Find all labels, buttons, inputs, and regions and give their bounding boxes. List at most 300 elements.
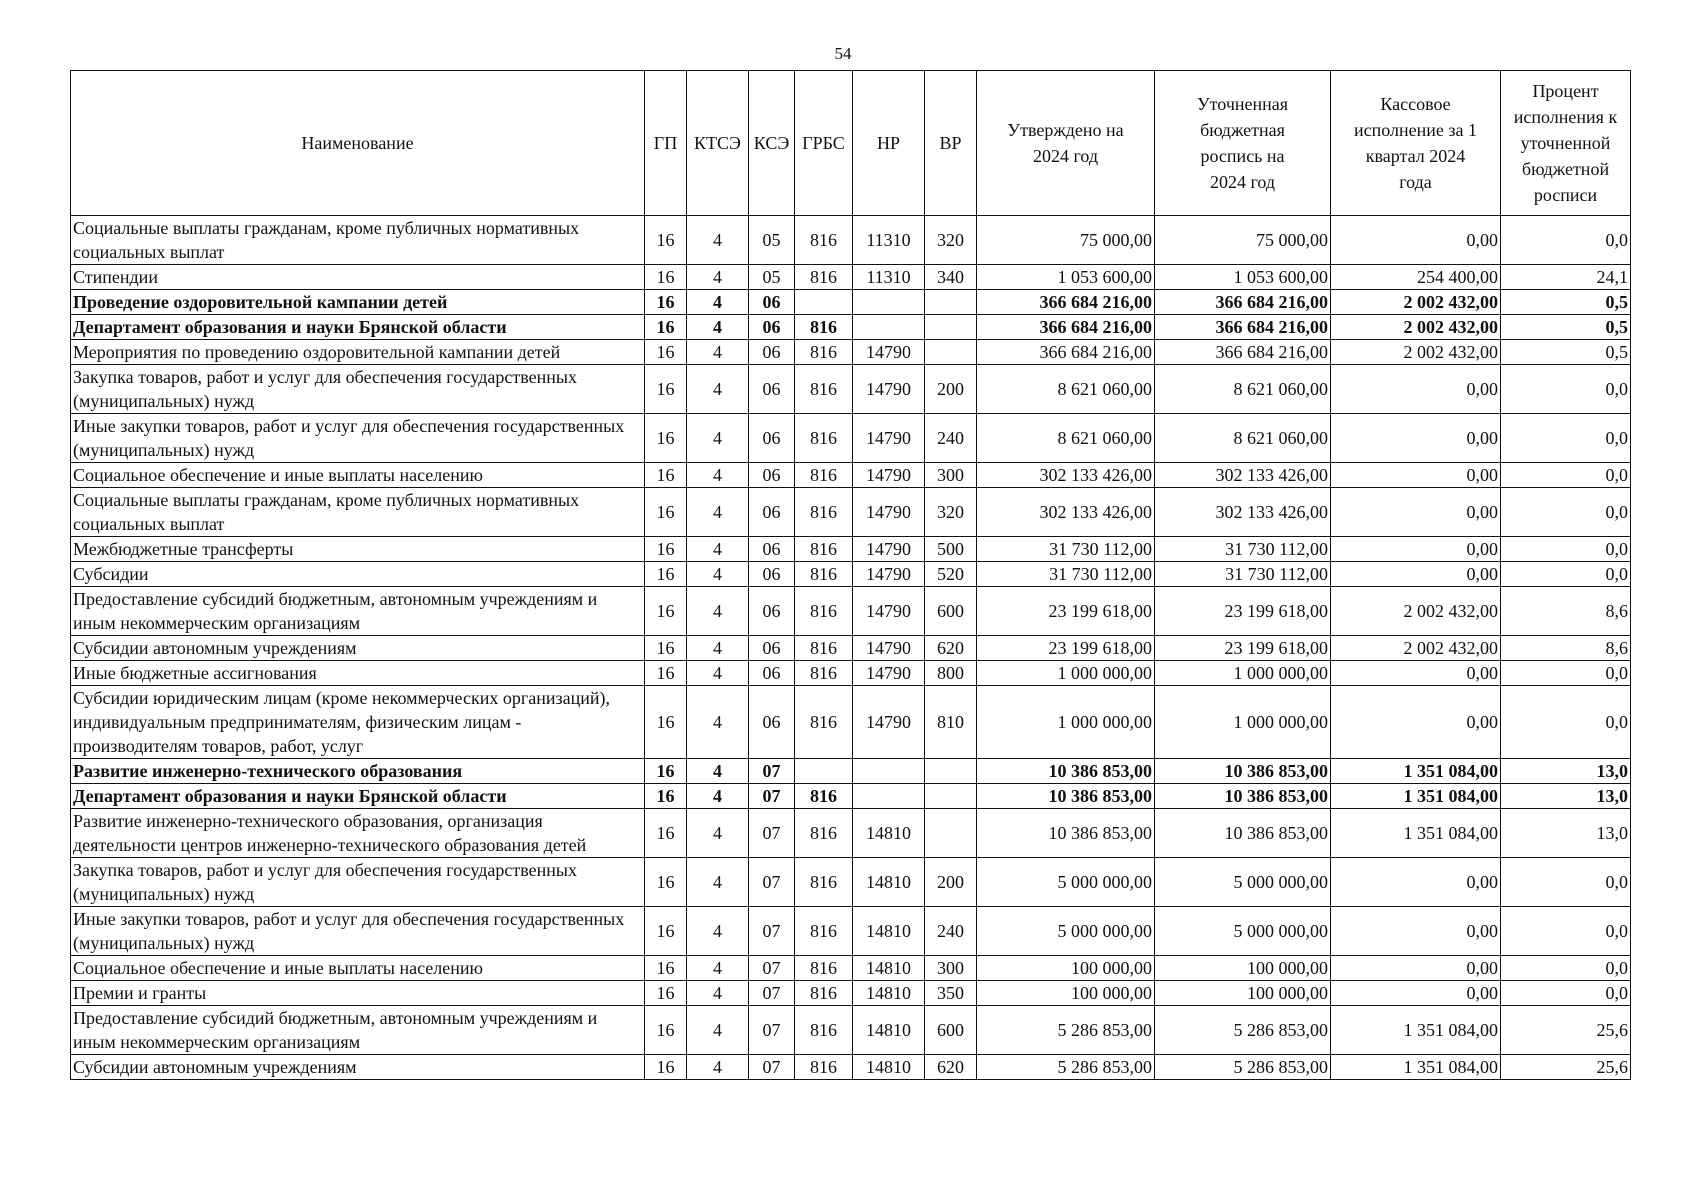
cell-gp: 16 bbox=[645, 340, 687, 365]
page-number: 54 bbox=[834, 44, 852, 63]
cell-approved: 366 684 216,00 bbox=[977, 340, 1155, 365]
cell-name: Развитие инженерно-технического образования, организация деятельности центров инженерно-технического образования детей bbox=[71, 809, 645, 858]
table-row bbox=[71, 414, 1631, 463]
cell-nr: 14790 bbox=[853, 661, 925, 686]
cell-refined: 366 684 216,00 bbox=[1155, 315, 1331, 340]
cell-name: Предоставление субсидий бюджетным, автономным учреждениям и иным некоммерческим организациям bbox=[71, 1006, 645, 1055]
cell-ktse: 4 bbox=[687, 562, 749, 587]
cell-grbs: 816 bbox=[795, 661, 853, 686]
table-row bbox=[71, 784, 1631, 809]
table-row bbox=[71, 981, 1631, 1006]
cell-ktse: 4 bbox=[687, 537, 749, 562]
cell-kse: 07 bbox=[749, 981, 795, 1006]
table-row bbox=[71, 661, 1631, 686]
table-row bbox=[71, 587, 1631, 636]
cell-nr: 14810 bbox=[853, 809, 925, 858]
cell-percent: 8,6 bbox=[1501, 636, 1631, 661]
cell-kse: 06 bbox=[749, 340, 795, 365]
cell-approved: 1 053 600,00 bbox=[977, 265, 1155, 290]
cell-kse: 05 bbox=[749, 265, 795, 290]
cell-nr: 11310 bbox=[853, 216, 925, 265]
cell-vr: 340 bbox=[925, 265, 977, 290]
cell-percent: 8,6 bbox=[1501, 587, 1631, 636]
cell-grbs: 816 bbox=[795, 340, 853, 365]
cell-percent: 0,0 bbox=[1501, 858, 1631, 907]
cell-nr: 14790 bbox=[853, 414, 925, 463]
cell-percent: 0,0 bbox=[1501, 686, 1631, 759]
cell-vr: 620 bbox=[925, 636, 977, 661]
cell-nr: 14810 bbox=[853, 858, 925, 907]
cell-vr bbox=[925, 759, 977, 784]
cell-approved: 1 000 000,00 bbox=[977, 686, 1155, 759]
cell-ktse: 4 bbox=[687, 265, 749, 290]
cell-kse: 07 bbox=[749, 858, 795, 907]
cell-vr bbox=[925, 315, 977, 340]
cell-kse: 06 bbox=[749, 365, 795, 414]
cell-refined: 31 730 112,00 bbox=[1155, 562, 1331, 587]
cell-gp: 16 bbox=[645, 956, 687, 981]
cell-refined: 366 684 216,00 bbox=[1155, 340, 1331, 365]
cell-cash: 1 351 084,00 bbox=[1331, 784, 1501, 809]
header-refined: Уточненная бюджетная роспись на 2024 год bbox=[1155, 71, 1331, 216]
cell-refined: 366 684 216,00 bbox=[1155, 290, 1331, 315]
cell-name: Стипендии bbox=[71, 265, 645, 290]
cell-nr: 14790 bbox=[853, 340, 925, 365]
table-row bbox=[71, 759, 1631, 784]
cell-name: Предоставление субсидий бюджетным, автономным учреждениям и иным некоммерческим организациям bbox=[71, 587, 645, 636]
cell-percent: 25,6 bbox=[1501, 1055, 1631, 1080]
cell-percent: 24,1 bbox=[1501, 265, 1631, 290]
cell-kse: 06 bbox=[749, 562, 795, 587]
cell-grbs: 816 bbox=[795, 488, 853, 537]
table-row bbox=[71, 216, 1631, 265]
cell-cash: 1 351 084,00 bbox=[1331, 1055, 1501, 1080]
cell-kse: 06 bbox=[749, 414, 795, 463]
cell-grbs: 816 bbox=[795, 636, 853, 661]
cell-percent: 0,0 bbox=[1501, 956, 1631, 981]
cell-name: Субсидии автономным учреждениям bbox=[71, 1055, 645, 1080]
cell-name: Субсидии юридическим лицам (кроме некоммерческих организаций), индивидуальным предпринимателям, физическим лицам - производителям товаров, работ, услуг bbox=[71, 686, 645, 759]
cell-refined: 75 000,00 bbox=[1155, 216, 1331, 265]
cell-kse: 07 bbox=[749, 784, 795, 809]
cell-ktse: 4 bbox=[687, 907, 749, 956]
cell-kse: 07 bbox=[749, 759, 795, 784]
cell-cash: 0,00 bbox=[1331, 858, 1501, 907]
cell-ktse: 4 bbox=[687, 956, 749, 981]
cell-ktse: 4 bbox=[687, 784, 749, 809]
cell-nr: 14810 bbox=[853, 981, 925, 1006]
cell-gp: 16 bbox=[645, 587, 687, 636]
cell-approved: 31 730 112,00 bbox=[977, 537, 1155, 562]
cell-percent: 0,0 bbox=[1501, 537, 1631, 562]
cell-vr: 520 bbox=[925, 562, 977, 587]
table-row bbox=[71, 488, 1631, 537]
cell-cash: 0,00 bbox=[1331, 562, 1501, 587]
cell-percent: 0,0 bbox=[1501, 463, 1631, 488]
cell-refined: 100 000,00 bbox=[1155, 981, 1331, 1006]
cell-name: Департамент образования и науки Брянской области bbox=[71, 784, 645, 809]
header-cash: Кассовое исполнение за 1 квартал 2024 года bbox=[1331, 71, 1501, 216]
cell-percent: 0,0 bbox=[1501, 365, 1631, 414]
cell-cash: 1 351 084,00 bbox=[1331, 759, 1501, 784]
cell-name: Проведение оздоровительной кампании детей bbox=[71, 290, 645, 315]
table-row bbox=[71, 858, 1631, 907]
cell-vr: 240 bbox=[925, 414, 977, 463]
cell-approved: 5 286 853,00 bbox=[977, 1055, 1155, 1080]
table-row bbox=[71, 636, 1631, 661]
cell-vr: 800 bbox=[925, 661, 977, 686]
cell-ktse: 4 bbox=[687, 340, 749, 365]
cell-refined: 31 730 112,00 bbox=[1155, 537, 1331, 562]
cell-cash: 0,00 bbox=[1331, 661, 1501, 686]
cell-gp: 16 bbox=[645, 562, 687, 587]
cell-grbs: 816 bbox=[795, 587, 853, 636]
header-vr: ВР bbox=[925, 71, 977, 216]
cell-approved: 100 000,00 bbox=[977, 981, 1155, 1006]
cell-approved: 23 199 618,00 bbox=[977, 636, 1155, 661]
cell-nr bbox=[853, 290, 925, 315]
cell-name: Межбюджетные трансферты bbox=[71, 537, 645, 562]
cell-cash: 2 002 432,00 bbox=[1331, 340, 1501, 365]
cell-ktse: 4 bbox=[687, 686, 749, 759]
cell-approved: 10 386 853,00 bbox=[977, 784, 1155, 809]
cell-refined: 23 199 618,00 bbox=[1155, 636, 1331, 661]
cell-refined: 1 053 600,00 bbox=[1155, 265, 1331, 290]
cell-gp: 16 bbox=[645, 537, 687, 562]
cell-gp: 16 bbox=[645, 809, 687, 858]
cell-ktse: 4 bbox=[687, 290, 749, 315]
cell-cash: 0,00 bbox=[1331, 981, 1501, 1006]
table-row bbox=[71, 686, 1631, 759]
cell-kse: 07 bbox=[749, 956, 795, 981]
cell-grbs: 816 bbox=[795, 686, 853, 759]
cell-approved: 302 133 426,00 bbox=[977, 463, 1155, 488]
cell-approved: 302 133 426,00 bbox=[977, 488, 1155, 537]
cell-name: Иные закупки товаров, работ и услуг для обеспечения государственных (муниципальных) нужд bbox=[71, 907, 645, 956]
cell-vr: 200 bbox=[925, 365, 977, 414]
table-row bbox=[71, 315, 1631, 340]
cell-vr: 350 bbox=[925, 981, 977, 1006]
cell-refined: 10 386 853,00 bbox=[1155, 784, 1331, 809]
cell-nr bbox=[853, 759, 925, 784]
cell-vr bbox=[925, 340, 977, 365]
cell-ktse: 4 bbox=[687, 858, 749, 907]
cell-kse: 07 bbox=[749, 1006, 795, 1055]
cell-name: Иные закупки товаров, работ и услуг для обеспечения государственных (муниципальных) нужд bbox=[71, 414, 645, 463]
cell-refined: 5 000 000,00 bbox=[1155, 907, 1331, 956]
cell-gp: 16 bbox=[645, 1006, 687, 1055]
cell-kse: 07 bbox=[749, 907, 795, 956]
cell-refined: 8 621 060,00 bbox=[1155, 365, 1331, 414]
cell-grbs: 816 bbox=[795, 463, 853, 488]
cell-gp: 16 bbox=[645, 907, 687, 956]
cell-percent: 13,0 bbox=[1501, 809, 1631, 858]
cell-name: Мероприятия по проведению оздоровительной кампании детей bbox=[71, 340, 645, 365]
table-row bbox=[71, 907, 1631, 956]
cell-percent: 0,0 bbox=[1501, 488, 1631, 537]
cell-refined: 5 000 000,00 bbox=[1155, 858, 1331, 907]
cell-refined: 10 386 853,00 bbox=[1155, 759, 1331, 784]
cell-ktse: 4 bbox=[687, 463, 749, 488]
header-nr: НР bbox=[853, 71, 925, 216]
header-ktse: КТСЭ bbox=[687, 71, 749, 216]
cell-nr: 14810 bbox=[853, 1055, 925, 1080]
cell-refined: 23 199 618,00 bbox=[1155, 587, 1331, 636]
cell-cash: 254 400,00 bbox=[1331, 265, 1501, 290]
table-row bbox=[71, 365, 1631, 414]
cell-approved: 23 199 618,00 bbox=[977, 587, 1155, 636]
cell-vr bbox=[925, 290, 977, 315]
cell-vr: 320 bbox=[925, 216, 977, 265]
cell-grbs: 816 bbox=[795, 414, 853, 463]
cell-cash: 0,00 bbox=[1331, 537, 1501, 562]
cell-cash: 2 002 432,00 bbox=[1331, 290, 1501, 315]
cell-name: Субсидии bbox=[71, 562, 645, 587]
header-kse: КСЭ bbox=[749, 71, 795, 216]
cell-cash: 2 002 432,00 bbox=[1331, 315, 1501, 340]
cell-refined: 8 621 060,00 bbox=[1155, 414, 1331, 463]
cell-ktse: 4 bbox=[687, 636, 749, 661]
cell-cash: 0,00 bbox=[1331, 463, 1501, 488]
cell-refined: 302 133 426,00 bbox=[1155, 463, 1331, 488]
cell-nr: 14810 bbox=[853, 907, 925, 956]
cell-approved: 5 000 000,00 bbox=[977, 907, 1155, 956]
table-row bbox=[71, 265, 1631, 290]
table-row bbox=[71, 463, 1631, 488]
header-approved: Утверждено на 2024 год bbox=[977, 71, 1155, 216]
table-row bbox=[71, 562, 1631, 587]
table-row bbox=[71, 537, 1631, 562]
cell-name: Социальное обеспечение и иные выплаты населению bbox=[71, 463, 645, 488]
cell-nr bbox=[853, 784, 925, 809]
cell-approved: 5 000 000,00 bbox=[977, 858, 1155, 907]
table-body bbox=[71, 216, 1631, 1080]
cell-ktse: 4 bbox=[687, 981, 749, 1006]
cell-percent: 0,5 bbox=[1501, 290, 1631, 315]
cell-vr: 200 bbox=[925, 858, 977, 907]
cell-nr: 14790 bbox=[853, 463, 925, 488]
header-gp: ГП bbox=[645, 71, 687, 216]
cell-vr: 300 bbox=[925, 956, 977, 981]
cell-gp: 16 bbox=[645, 784, 687, 809]
cell-nr: 14790 bbox=[853, 686, 925, 759]
cell-refined: 302 133 426,00 bbox=[1155, 488, 1331, 537]
cell-percent: 0,0 bbox=[1501, 414, 1631, 463]
table-row bbox=[71, 809, 1631, 858]
table-header bbox=[71, 71, 1631, 216]
cell-percent: 0,0 bbox=[1501, 907, 1631, 956]
cell-nr: 14810 bbox=[853, 956, 925, 981]
cell-cash: 0,00 bbox=[1331, 365, 1501, 414]
cell-name: Развитие инженерно-технического образования bbox=[71, 759, 645, 784]
cell-grbs: 816 bbox=[795, 809, 853, 858]
cell-grbs: 816 bbox=[795, 1006, 853, 1055]
cell-cash: 0,00 bbox=[1331, 907, 1501, 956]
cell-approved: 10 386 853,00 bbox=[977, 809, 1155, 858]
cell-gp: 16 bbox=[645, 858, 687, 907]
header-grbs: ГРБС bbox=[795, 71, 853, 216]
cell-name: Закупка товаров, работ и услуг для обеспечения государственных (муниципальных) нужд bbox=[71, 365, 645, 414]
cell-gp: 16 bbox=[645, 315, 687, 340]
table-row bbox=[71, 1055, 1631, 1080]
cell-approved: 100 000,00 bbox=[977, 956, 1155, 981]
cell-approved: 366 684 216,00 bbox=[977, 290, 1155, 315]
cell-ktse: 4 bbox=[687, 488, 749, 537]
cell-kse: 06 bbox=[749, 488, 795, 537]
cell-nr: 14790 bbox=[853, 587, 925, 636]
cell-vr: 620 bbox=[925, 1055, 977, 1080]
cell-nr: 14810 bbox=[853, 1006, 925, 1055]
cell-kse: 06 bbox=[749, 290, 795, 315]
cell-refined: 5 286 853,00 bbox=[1155, 1006, 1331, 1055]
cell-vr bbox=[925, 809, 977, 858]
cell-grbs: 816 bbox=[795, 216, 853, 265]
cell-gp: 16 bbox=[645, 1055, 687, 1080]
cell-grbs: 816 bbox=[795, 858, 853, 907]
cell-ktse: 4 bbox=[687, 414, 749, 463]
cell-name: Премии и гранты bbox=[71, 981, 645, 1006]
cell-gp: 16 bbox=[645, 759, 687, 784]
cell-vr: 240 bbox=[925, 907, 977, 956]
cell-gp: 16 bbox=[645, 216, 687, 265]
cell-percent: 0,5 bbox=[1501, 315, 1631, 340]
cell-vr: 500 bbox=[925, 537, 977, 562]
cell-grbs: 816 bbox=[795, 562, 853, 587]
cell-vr: 810 bbox=[925, 686, 977, 759]
cell-grbs bbox=[795, 290, 853, 315]
cell-gp: 16 bbox=[645, 290, 687, 315]
cell-kse: 06 bbox=[749, 537, 795, 562]
cell-vr bbox=[925, 784, 977, 809]
cell-gp: 16 bbox=[645, 661, 687, 686]
cell-gp: 16 bbox=[645, 636, 687, 661]
cell-vr: 600 bbox=[925, 1006, 977, 1055]
cell-nr bbox=[853, 315, 925, 340]
cell-kse: 06 bbox=[749, 315, 795, 340]
cell-cash: 1 351 084,00 bbox=[1331, 809, 1501, 858]
cell-approved: 366 684 216,00 bbox=[977, 315, 1155, 340]
cell-percent: 0,0 bbox=[1501, 981, 1631, 1006]
cell-refined: 5 286 853,00 bbox=[1155, 1055, 1331, 1080]
cell-approved: 8 621 060,00 bbox=[977, 365, 1155, 414]
table-row bbox=[71, 340, 1631, 365]
cell-cash: 2 002 432,00 bbox=[1331, 587, 1501, 636]
cell-name: Социальные выплаты гражданам, кроме публичных нормативных социальных выплат bbox=[71, 216, 645, 265]
cell-name: Закупка товаров, работ и услуг для обеспечения государственных (муниципальных) нужд bbox=[71, 858, 645, 907]
cell-ktse: 4 bbox=[687, 587, 749, 636]
cell-percent: 0,5 bbox=[1501, 340, 1631, 365]
cell-refined: 1 000 000,00 bbox=[1155, 661, 1331, 686]
cell-name: Социальное обеспечение и иные выплаты населению bbox=[71, 956, 645, 981]
cell-gp: 16 bbox=[645, 981, 687, 1006]
cell-approved: 10 386 853,00 bbox=[977, 759, 1155, 784]
cell-ktse: 4 bbox=[687, 661, 749, 686]
cell-approved: 8 621 060,00 bbox=[977, 414, 1155, 463]
cell-ktse: 4 bbox=[687, 1055, 749, 1080]
cell-cash: 0,00 bbox=[1331, 956, 1501, 981]
cell-grbs: 816 bbox=[795, 265, 853, 290]
cell-refined: 100 000,00 bbox=[1155, 956, 1331, 981]
table-row bbox=[71, 290, 1631, 315]
cell-percent: 0,0 bbox=[1501, 562, 1631, 587]
table-row bbox=[71, 1006, 1631, 1055]
cell-grbs: 816 bbox=[795, 956, 853, 981]
cell-grbs: 816 bbox=[795, 981, 853, 1006]
cell-vr: 600 bbox=[925, 587, 977, 636]
cell-ktse: 4 bbox=[687, 1006, 749, 1055]
cell-grbs: 816 bbox=[795, 365, 853, 414]
cell-cash: 0,00 bbox=[1331, 488, 1501, 537]
cell-ktse: 4 bbox=[687, 216, 749, 265]
cell-percent: 13,0 bbox=[1501, 784, 1631, 809]
budget-table bbox=[70, 70, 1631, 1080]
header-name: Наименование bbox=[71, 71, 645, 216]
cell-grbs: 816 bbox=[795, 907, 853, 956]
cell-approved: 5 286 853,00 bbox=[977, 1006, 1155, 1055]
cell-vr: 300 bbox=[925, 463, 977, 488]
cell-nr: 11310 bbox=[853, 265, 925, 290]
cell-refined: 10 386 853,00 bbox=[1155, 809, 1331, 858]
cell-approved: 1 000 000,00 bbox=[977, 661, 1155, 686]
cell-percent: 0,0 bbox=[1501, 216, 1631, 265]
cell-nr: 14790 bbox=[853, 488, 925, 537]
cell-nr: 14790 bbox=[853, 562, 925, 587]
cell-cash: 1 351 084,00 bbox=[1331, 1006, 1501, 1055]
cell-kse: 07 bbox=[749, 1055, 795, 1080]
cell-vr: 320 bbox=[925, 488, 977, 537]
cell-grbs: 816 bbox=[795, 1055, 853, 1080]
cell-gp: 16 bbox=[645, 686, 687, 759]
cell-ktse: 4 bbox=[687, 809, 749, 858]
cell-cash: 2 002 432,00 bbox=[1331, 636, 1501, 661]
cell-kse: 06 bbox=[749, 463, 795, 488]
table-row bbox=[71, 956, 1631, 981]
cell-name: Субсидии автономным учреждениям bbox=[71, 636, 645, 661]
cell-nr: 14790 bbox=[853, 365, 925, 414]
cell-name: Департамент образования и науки Брянской области bbox=[71, 315, 645, 340]
cell-refined: 1 000 000,00 bbox=[1155, 686, 1331, 759]
cell-gp: 16 bbox=[645, 463, 687, 488]
cell-grbs: 816 bbox=[795, 537, 853, 562]
cell-approved: 75 000,00 bbox=[977, 216, 1155, 265]
cell-nr: 14790 bbox=[853, 537, 925, 562]
cell-name: Иные бюджетные ассигнования bbox=[71, 661, 645, 686]
cell-percent: 25,6 bbox=[1501, 1006, 1631, 1055]
cell-approved: 31 730 112,00 bbox=[977, 562, 1155, 587]
cell-gp: 16 bbox=[645, 488, 687, 537]
cell-gp: 16 bbox=[645, 365, 687, 414]
cell-name: Социальные выплаты гражданам, кроме публичных нормативных социальных выплат bbox=[71, 488, 645, 537]
header-percent: Процент исполнения к уточненной бюджетной росписи bbox=[1501, 71, 1631, 216]
cell-kse: 06 bbox=[749, 686, 795, 759]
cell-cash: 0,00 bbox=[1331, 686, 1501, 759]
cell-grbs bbox=[795, 759, 853, 784]
cell-ktse: 4 bbox=[687, 315, 749, 340]
cell-kse: 07 bbox=[749, 809, 795, 858]
header-row bbox=[71, 71, 1631, 216]
cell-percent: 13,0 bbox=[1501, 759, 1631, 784]
cell-grbs: 816 bbox=[795, 315, 853, 340]
cell-kse: 06 bbox=[749, 587, 795, 636]
cell-kse: 06 bbox=[749, 636, 795, 661]
cell-kse: 06 bbox=[749, 661, 795, 686]
cell-ktse: 4 bbox=[687, 759, 749, 784]
cell-gp: 16 bbox=[645, 265, 687, 290]
cell-percent: 0,0 bbox=[1501, 661, 1631, 686]
cell-cash: 0,00 bbox=[1331, 216, 1501, 265]
cell-nr: 14790 bbox=[853, 636, 925, 661]
cell-kse: 05 bbox=[749, 216, 795, 265]
